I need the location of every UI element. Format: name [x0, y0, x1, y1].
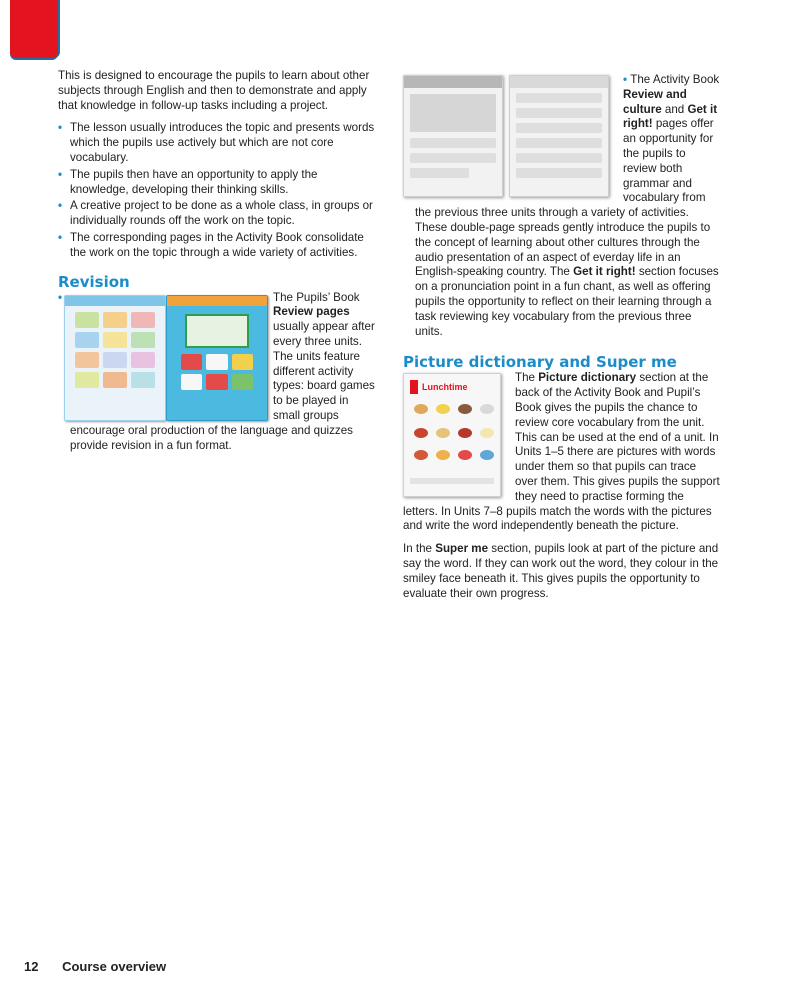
picture-dictionary-thumbnail [403, 373, 501, 497]
picture-dictionary-heading: Picture dictionary and Super me [403, 353, 677, 372]
review-culture-paragraph: • The Activity Book Review and culture and Get it right! pages offer an opportunity for the pupils to review both grammar and vocabulary from the previous three units through a variety of activities. These double-page spreads gently introduce the pupils to the concept of learning about other cultures through the audio presentation of an aspect of everday life in an English-speaking country. The Get it right! section focuses on a pronunciation point in a fun chant, as well as offering pupils the opportunity to reflect on their learning through a task reviewing key vocabulary from the previous three units. [415, 73, 720, 338]
bullet-dot: • [58, 290, 63, 304]
picture-dictionary-paragraph: The Picture dictionary section at the back of the Activity Book and Pupil’s Book gives the pupils the chance to review core vocabulary from the unit. This can be used at the end of a unit. In Units 1–5 there are pictures with words under them so that pupils can trace over them. This gives pupils the support they need to practise forming the letters. In Units 7–8 pupils match the words with the pictures and write the word independently beneath the picture. [403, 371, 720, 533]
left-column [58, 69, 376, 453]
right-column [403, 73, 721, 601]
picture-dictionary-image [403, 373, 507, 497]
bullet-item: • The corresponding pages in the Activity Book consolidate the work on the topic through a wide variety of activities. [58, 231, 376, 261]
page-footer [24, 960, 166, 975]
bullet-item: • A creative project to be done as a whole class, in groups or individually rounds off the work on the topic. [58, 199, 376, 229]
revision-section [58, 273, 376, 454]
revision-paragraph: • The Pupils’ Book Review pages usually appear after every three units. The units feature different activity types: board games to be played in small groups encourage oral production of the language and quizzes provide revision in a fun format. [58, 290, 375, 452]
super-me-paragraph: In the Super me section, pupils look at part of the picture and say the word. If they can work out the word, they colour in the smiley face beneath it. This gives pupils the opportunity to evaluate their own progress. [403, 542, 719, 600]
picture-dictionary-section [403, 353, 721, 534]
chapter-tab [10, 0, 58, 58]
review-culture-section [403, 73, 721, 339]
bullet-item: • The pupils then have an opportunity to apply the knowledge, developing their thinking skills. [58, 168, 376, 198]
footer-section-title: Course overview [62, 959, 167, 974]
page-number: 12 [24, 959, 39, 974]
bullet-item: • The lesson usually introduces the topic and presents words which the pupils use actively but which are not core vocabulary. [58, 121, 376, 165]
thumbnail-title: Lunchtime [422, 382, 468, 393]
intro-paragraph: This is designed to encourage the pupils to learn about other subjects through English and then to demonstrate and apply that knowledge in follow-up tasks including a project. [58, 69, 370, 112]
revision-heading: Revision [58, 272, 130, 291]
bullet-list [58, 121, 376, 260]
